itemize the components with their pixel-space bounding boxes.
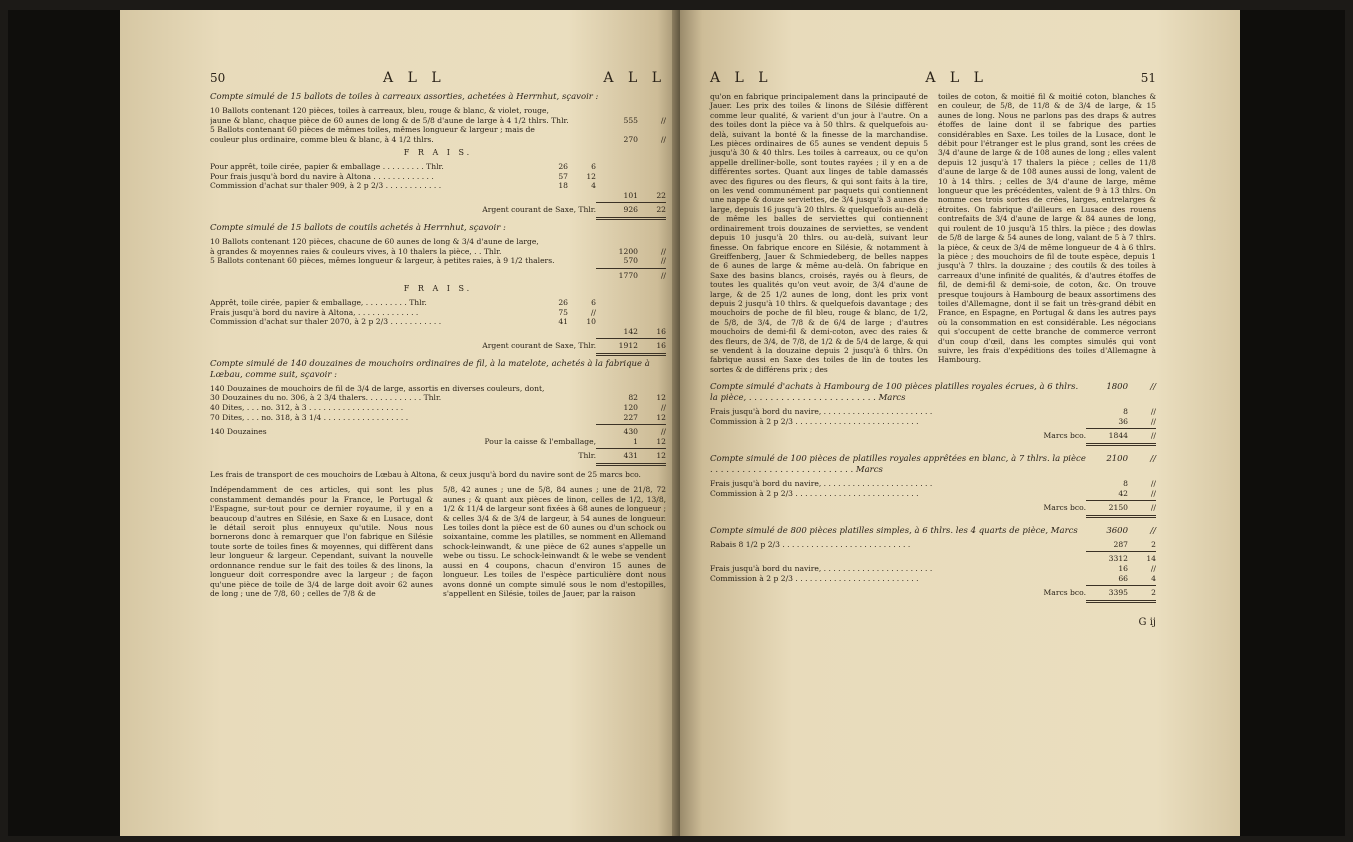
account-6 — [710, 526, 1156, 603]
fee-line: Pour frais jusqu'à bord du navire à Altona . . . . . . . . . . . . . 57 12 — [210, 171, 596, 181]
account-2 — [210, 237, 666, 356]
two-column-text — [710, 92, 1156, 374]
total-line: Marcs bco. 2150 // — [1043, 503, 1156, 513]
fee-line: Commission d'achat sur thaler 909, à 2 p 2/3 . . . . . . . . . . . . 18 4 — [210, 181, 596, 191]
double-rule — [1086, 600, 1156, 603]
fee-line: Apprêt, toile cirée, papier & emballage, . . . . . . . . . Thlr. 26 6 — [210, 297, 596, 307]
paragraph: Les frais de transport de ces mouchoirs de Lœbau à Altona, & ceux jusqu'à bord du navire sont de 25 marcs bco. — [210, 470, 641, 480]
subtotal-line: 140 Douzaines 430 // — [210, 427, 666, 437]
account-title: Compte simulé de 100 pièces de platilles royales apprêtées en blanc, à 7 thlrs. la pièce . . . . . . . . . . . . . . . . . . . . . . . . . . . Marcs 2100 // — [710, 453, 1156, 475]
running-head-left — [210, 70, 666, 86]
rule — [1086, 500, 1156, 501]
account-line: jaune & blanc, chaque pièce de 60 aunes de long & de 5/8 d'aune de large à 4 1/2 thlrs. Thlr. 555 // — [210, 115, 666, 125]
two-column-text — [210, 485, 666, 598]
running-title: A L L — [710, 70, 773, 86]
running-title: A L L — [925, 70, 988, 86]
rule — [596, 268, 666, 269]
section-heading: F R A I S. — [403, 284, 473, 294]
running-title: A L L — [603, 70, 666, 86]
column-text: qu'on en fabrique principalement dans la principauté de Jauer. Les prix des toiles & linons de Silésie diffèrent comme leur qualité, & varient d'un jour à l'autre. On a des toiles dont la pièce va à 50 thlrs. & quelquefois au-delà, suivant la bonté & la finesse de la marchandise. Les pièces ordinaires de 65 aunes se vendent depuis 5 jusqu'à 30 & 40 thlrs. Les toiles à carreaux, ou ce qu'on appelle drelliner-bolle, sont toutes rayées ; il y en a de différentes sortes. Quant aux linges de table damassés avec des figures ou des fleurs, & qui sont faits à la tire, on les vend communément par paquets qui contiennent une nappe & douze serviettes, de 3/4 jusqu'à 3 aunes de large, depuis 16 jusqu'à 20 thlrs. & quelquefois au-delà ; de même les balles de serviettes qui contiennent ordinairement trois douzaines de serviettes, se vendent depuis 10 jusqu'à 20 thlrs. ou au-delà, suivant leur finesse. On fabrique encore en Silésie, & notamment à Greiffenberg, Jauer & Schmiedeberg, de belles nappes de 6 aunes de large & même au-delà. On fabrique en Saxe des basins blancs, croisés, rayés ou à fleurs, de toutes les qualités qu'on veut avoir, de 3/4 d'aune de large, & de 25 1/2 aunes de long, dont les prix vont depuis 2 jusqu'à 10 thlrs. & quelquefois davantage ; des mouchoirs de poche de fil bleu, rouge & blanc, de 1/2, de 5/8, de 3/4, de 7/8 & de 6/4 de large ; d'autres mouchoirs de demi-fil & demi-coton, avec des raies & des fleurs, de 3/4, de 7/8, de 1/2 & de 5/4 de large, & qui se vendent à la douzaine depuis 2 jusqu'à 6 thlrs. On fabrique aussi en Saxe des toiles de lin de toutes les sortes & de différens prix ; des — [710, 92, 928, 374]
rule — [596, 448, 666, 449]
double-rule — [596, 353, 666, 356]
left-page — [120, 10, 680, 836]
total-line: Marcs bco. 1844 // — [1043, 431, 1156, 441]
fee-line: Commission à 2 p 2/3 . . . . . . . . . . . . . . . . . . . . . . . . . . 36 // — [710, 416, 1156, 426]
total-line: Argent courant de Saxe, Thlr. 1912 16 — [482, 341, 666, 351]
fee-line: Frais jusqu'à bord du navire, . . . . . . . . . . . . . . . . . . . . . . . 8 // — [710, 407, 1156, 417]
account-line: 10 Ballots contenant 120 pièces, chacune de 60 aunes de long & 3/4 d'aune de large, — [210, 236, 539, 246]
rule — [596, 424, 666, 425]
account-line: à grandes & moyennes raies & couleurs vives, à 10 thalers la pièce, . . Thlr. 1200 // — [210, 246, 666, 256]
rule — [1086, 428, 1156, 429]
account-title: Compte simulé d'achats à Hambourg de 100 pièces platilles royales écrues, à 6 thlrs. la pièce, . . . . . . . . . . . . . . . . . . . . . . . . Marcs 1800 // — [710, 382, 1156, 404]
subtotal-line: 3312 14 — [1108, 554, 1156, 564]
subtotal-line: 1770 // — [618, 270, 666, 280]
fee-line: Frais jusqu'à bord du navire, . . . . . . . . . . . . . . . . . . . . . . . 16 // — [710, 563, 1156, 573]
account-title: Compte simulé de 140 douzaines de mouchoirs ordinaires de fil, à la matelote, achetés à la fabrique à Lœbau, comme suit, sçavoir : — [210, 358, 650, 380]
total-line: Argent courant de Saxe, Thlr. 926 22 — [482, 205, 666, 215]
account-line: 40 Dites, . . . no. 312, à 3 . . . . . . . . . . . . . . . . . . . . 120 // — [210, 403, 666, 413]
account-title: Compte simulé de 15 ballots de toiles à carreaux assorties, achetées à Herrnhut, sçavoir : — [210, 92, 599, 102]
fee-line: Frais jusqu'à bord du navire, . . . . . . . . . . . . . . . . . . . . . . . 8 // — [710, 478, 1156, 488]
total-line: Marcs bco. 3395 2 — [1043, 588, 1156, 598]
fee-line: Rabais 8 1/2 p 2/3 . . . . . . . . . . . . . . . . . . . . . . . . . . . 287 2 — [710, 539, 1156, 549]
subtotal-line: 101 22 — [623, 190, 666, 200]
fee-line: Frais jusqu'à bord du navire à Altona, . . . . . . . . . . . . . 75 // — [210, 307, 596, 317]
rule — [596, 202, 666, 203]
page-number: 50 — [210, 71, 226, 85]
account-title: Compte simulé de 15 ballots de coutils achetés à Herrnhut, sçavoir : — [210, 222, 506, 233]
double-rule — [1086, 515, 1156, 518]
double-rule — [596, 463, 666, 466]
rule — [596, 338, 666, 339]
subtotal-line: 142 16 — [623, 326, 666, 336]
account-line: couleur plus ordinaire, comme bleu & blanc, à 4 1/2 thlrs. 270 // — [210, 134, 666, 144]
column-text: toiles de coton, & moitié fil & moitié coton, blanches & en couleur, de 5/8, de 11/8 & de 3/4 de large, & 15 aunes de long. Nous ne parlons pas des draps & autres étoffes de laine dont il se fabrique des parties considérables en Saxe. Les toiles de la Lusace, dont le débit pour l'étranger est le plus grand, sont les crées de 3/4 d'aune de large & de 108 aunes de long ; elles valent depuis 12 jusqu'à 17 thalers la pièce ; celles de 11/8 d'aune de large & de 108 aunes aussi de long, valent de 10 à 14 thlrs. ; celles de 3/4 d'aune de large, même longueur que les précédentes, valent de 9 à 13 thlrs. On nomme ces trois sortes de crées, larges, entrelarges & étroites. On fabrique d'ailleurs en Lusace des rouens contrefaits de 3/4 d'aune de large & 84 aunes de long, qui roulent de 10 jusqu'à 15 thlrs. la pièce ; des dowlas de 5/8 de large & 54 aunes de long, valant de 5 à 7 thlrs. la pièce, & ceux de 3/4 de même longueur de 4 à 6 thlrs. la pièce ; des mouchoirs de fil de toute espèce, depuis 1 jusqu'à 7 thlrs. la douzaine ; des coutils & des toiles à carreaux d'une infinité de qualités, & d'autres étoffes de fil, de demi-fil & demi-soie, de coton, &c. On trouve presque toujours à Hambourg de beaux assortimens des toiles d'Allemagne, dont il se fait un très-grand débit en France, en Espagne, en Portugal & dans les autres pays où la consommation en est considérable. Les négocians qui s'occupent de cette branche de commerce verront d'un coup d'œil, dans les comptes simulés qui vont suivre, les frais d'expéditions des toiles d'Allemagne à Hambourg. — [938, 92, 1156, 365]
account-5 — [710, 454, 1156, 518]
fee-line: Pour apprêt, toile cirée, papier & emballage . . . . . . . . . Thlr. 26 6 — [210, 161, 596, 171]
account-title: Compte simulé de 800 pièces platilles simples, à 6 thlrs. les 4 quarts de pièce, Marcs 3600 // — [710, 525, 1156, 536]
account-line: 30 Douzaines du no. 306, à 2 3/4 thalers. . . . . . . . . . . . Thlr. 82 12 — [210, 393, 666, 403]
right-page — [680, 10, 1240, 836]
double-rule — [1086, 443, 1156, 446]
account-line: 140 Douzaines de mouchoirs de fil de 3/4 de large, assortis en diverses couleurs, dont, — [210, 383, 545, 393]
running-head-right — [710, 70, 1156, 86]
account-1 — [210, 106, 666, 220]
fee-line: Commission d'achat sur thaler 2070, à 2 p 2/3 . . . . . . . . . . . 41 10 — [210, 317, 596, 327]
section-heading: F R A I S. — [403, 148, 473, 158]
rule — [1086, 585, 1156, 586]
total-line: Thlr. 431 12 — [578, 451, 666, 461]
account-line: 5 Ballots contenant 60 pièces, mêmes longueur & largeur, à petites raies, à 9 1/2 thalers. 570 // — [210, 256, 666, 266]
account-3 — [210, 384, 666, 466]
page-number: 51 — [1140, 71, 1156, 85]
fee-line: Commission à 2 p 2/3 . . . . . . . . . . . . . . . . . . . . . . . . . . 42 // — [710, 488, 1156, 498]
running-title: A L L — [383, 70, 446, 86]
double-rule — [596, 217, 666, 220]
column-text: 5/8, 42 aunes ; une de 5/8, 84 aunes ; une de 21/8, 72 aunes ; & quant aux pièces de linon, celles de 1/2, 13/8, 1/2 & 11/4 de largeur sont fixées à 68 aunes de longueur ; & celles 3/4 & de 3/4 de largeur, à 54 aunes de longueur. Les toiles dont la pièce est de 60 aunes ou d'un schock ou soixantaine, comme les platilles, se nomment en Allemand schock-leinwandt, & une pièce de 62 aunes s'appelle un webe ou tissu. Le schock-leinwandt & le webe se vendent aussi en 4 coupons, chacun d'environ 15 aunes de longueur. Les toiles de l'espèce particulière dont nous avons donné un compte simulé sous le nom d'estopilles, s'appellent en Silésie, toiles de Jauer, par la raison — [443, 485, 666, 598]
account-line: 5 Ballots contenant 60 pièces de mêmes toiles, mêmes longueur & largeur ; mais de — [210, 125, 535, 135]
fee-line: Commission à 2 p 2/3 . . . . . . . . . . . . . . . . . . . . . . . . . . 66 4 — [710, 573, 1156, 583]
fee-line: Pour la caisse & l'emballage, 1 12 — [484, 436, 666, 446]
rule — [1086, 551, 1156, 552]
account-4 — [710, 382, 1156, 446]
account-line: 10 Ballots contenant 120 pièces, toiles à carreaux, bleu, rouge & blanc, & violet, rouge, — [210, 106, 549, 115]
account-line: 70 Dites, . . . no. 318, à 3 1/4 . . . . . . . . . . . . . . . . . . 227 12 — [210, 412, 666, 422]
book-spread — [8, 10, 1345, 836]
signature-mark: G ij — [1138, 616, 1156, 628]
column-text: Indépendamment de ces articles, qui sont les plus constamment demandés pour la France, le Portugal & l'Espagne, sur-tout pour ce dernier royaume, il y en a beaucoup d'autres en Silésie, en Saxe & en Lusace, dont le détail seroit plus ennuyeux qu'utile. Nous nous bornerons donc à remarquer que l'on fabrique en Silésie toute sorte de toiles fines & moyennes, qui diffèrent dans leur longueur & largeur. Cependant, suivant la nouvelle ordonnance rendue sur le fait des toiles & des linons, la longueur doit correspondre avec la largeur ; de façon qu'une pièce de toile de 3/4 de large doit avoir 62 aunes de long ; une de 7/8, 60 ; celles de 7/8 & de — [210, 485, 433, 598]
